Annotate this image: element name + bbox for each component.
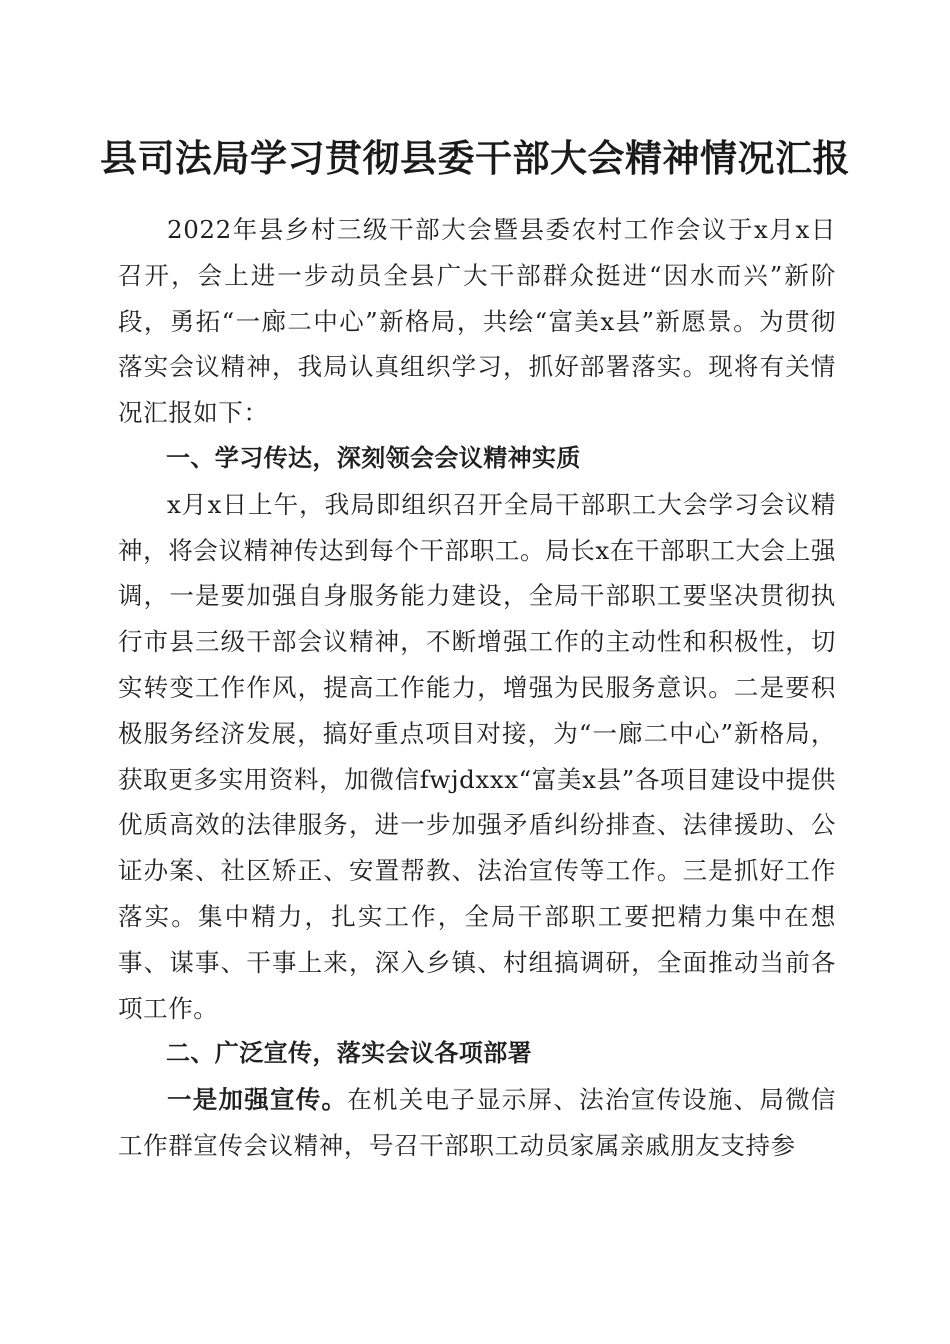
intro-paragraph: 2022年县乡村三级干部大会暨县委农村工作会议于x月x日召开，会上进一步动员全县广大干部群众挺进“因水而兴”新阶段，勇拓“一廊二中心”新格局，共绘“富美x县”新愿景。为贯彻落实会议精神，我局认真组织学习，抓好部署落实。现将有关情况汇报如下： (118, 215, 836, 428)
section-1-paragraph: x月x日上午，我局即组织召开全局干部职工大会学习会议精神，将会议精神传达到每个干部职工。局长x在干部职工大会上强调，一是要加强自身服务能力建设，全局干部职工要坚决贯彻执行市县三级干部会议精神，不断增强工作的主动性和积极性，切实转变工作作风，提高工作能力，增强为民服务意识。二是要积极服务经济发展，搞好重点项目对接，为“一廊二中心”新格局，获取更多实用资料，加微信fwjdxxx“富美x县”各项目建设中提供优质高效的法律服务，进一步加强矛盾纠纷排查、法律援助、公证办案、社区矫正、安置帮教、法治宣传等工作。三是抓好工作落实。集中精力，扎实工作，全局干部职工要把精力集中在想事、谋事、干事上来，深入乡镇、村组搞调研，全面推动当前各项工作。 (118, 489, 836, 1023)
section-1-heading: 一、学习传达，深刻领会会议精神实质 (166, 443, 581, 472)
document-title: 县司法局学习贯彻县委干部大会精神情况汇报 (100, 136, 850, 180)
section-2-heading: 二、广泛宣传，落实会议各项部署 (166, 1039, 532, 1068)
document-body (118, 207, 836, 1169)
section-2-paragraph (118, 1077, 836, 1169)
section-2-text: 在机关电子显示屏、法治宣传设施、局微信工作群宣传会议精神，号召干部职工动员家属亲戚朋友支持参 (118, 1085, 836, 1160)
section-2-lead: 一是加强宣传。 (167, 1085, 348, 1115)
